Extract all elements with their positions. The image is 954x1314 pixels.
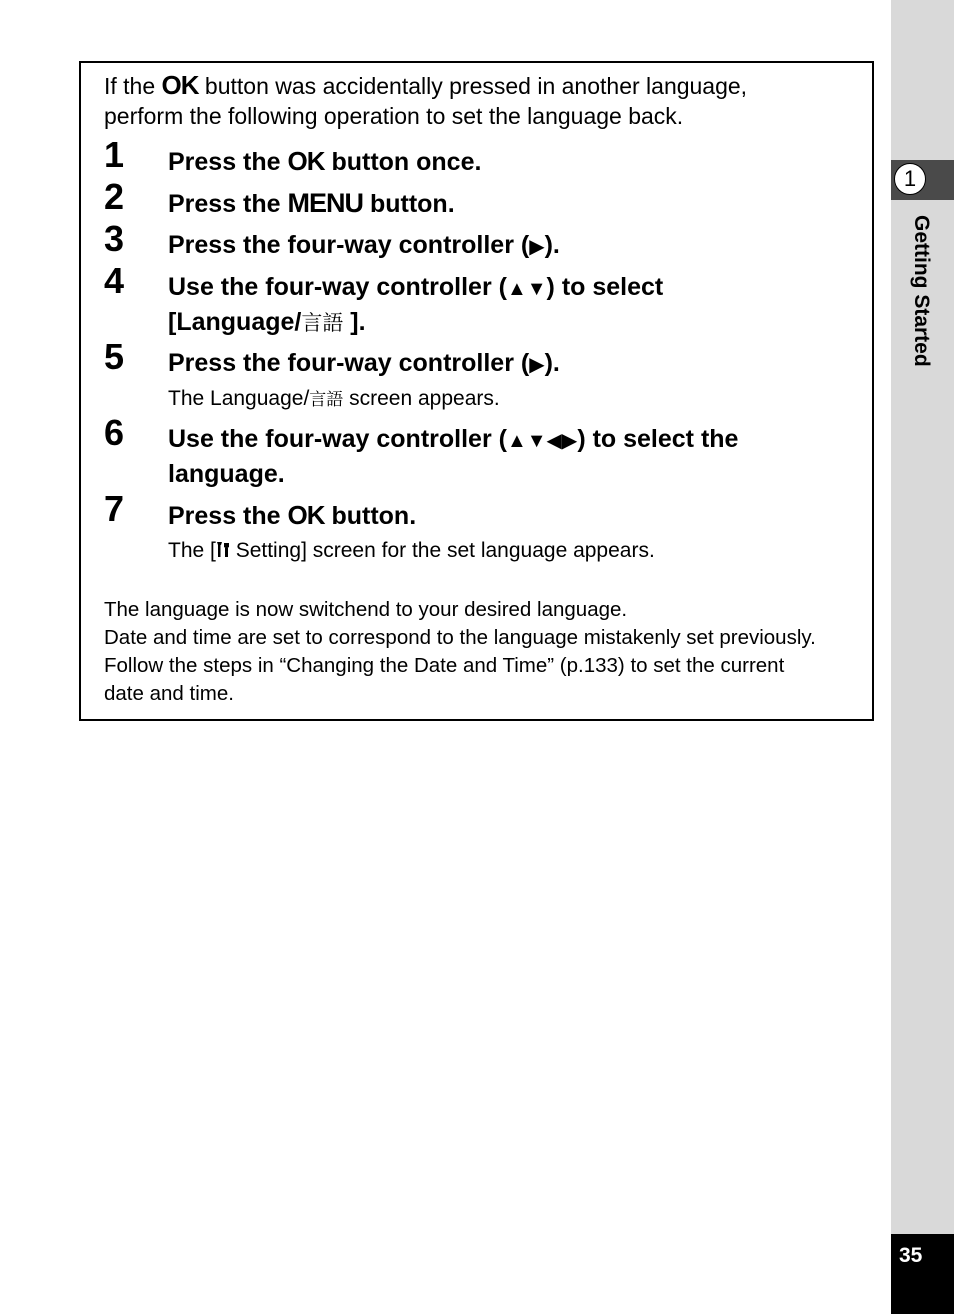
closing-paragraph: The language is now switchend to your desired language. Date and time are set to correspond to the language mistakenly set previously. Follow the steps in “Changing the Date and Time” (p.133) to set the current date and time. <box>104 598 816 705</box>
step-number: 1 <box>104 134 125 175</box>
step-title: Press the four-way controller (▶). <box>168 231 560 259</box>
up-down-arrow-icon: ▲▼ <box>506 278 547 300</box>
step-number: 5 <box>104 336 125 377</box>
step-note: The [ Setting] screen for the set language appears. <box>168 539 655 562</box>
right-arrow-icon: ▶ <box>529 354 545 376</box>
step-number: 4 <box>104 260 125 301</box>
page-number-tab <box>891 1234 954 1314</box>
step-note: The Language/言語 screen appears. <box>168 387 500 410</box>
chapter-number: 1 <box>894 163 926 195</box>
wrench-icon <box>216 541 230 559</box>
step-number: 2 <box>104 176 125 217</box>
page-number: 35 <box>899 1244 923 1267</box>
intro-text: If the OK button was accidentally pressed in another language, perform the following operation to set the language back. <box>104 70 748 129</box>
step-number: 7 <box>104 488 125 529</box>
step-title: Press the OK button. <box>168 500 417 530</box>
step-title: Press the MENU button. <box>168 188 455 218</box>
chapter-title: Getting Started <box>910 215 933 367</box>
step-title: Press the OK button once. <box>168 146 482 176</box>
step-title: Press the four-way controller (▶). <box>168 349 560 377</box>
step-number: 3 <box>104 218 125 259</box>
ok-button-glyph: OK <box>161 70 199 100</box>
four-way-arrow-icon: ▲▼◀▶ <box>506 430 578 452</box>
right-arrow-icon: ▶ <box>529 236 545 258</box>
step-title: Use the four-way controller (▲▼◀▶) to select the language. <box>168 425 739 488</box>
step-number: 6 <box>104 412 125 453</box>
step-title: Use the four-way controller (▲▼) to select [Language/言語 ]. <box>168 273 664 336</box>
